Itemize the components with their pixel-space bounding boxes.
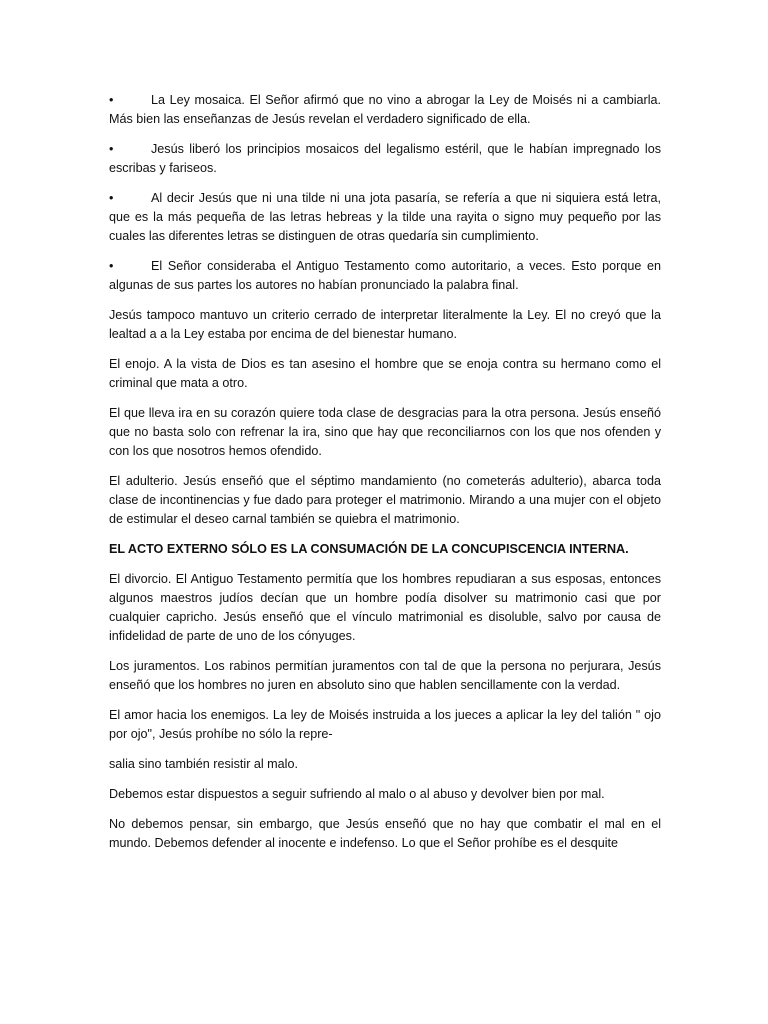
bullet-item — [109, 189, 661, 246]
bullet-item — [109, 140, 661, 178]
paragraph-enemigos: El amor hacia los enemigos. La ley de Moisés instruida a los jueces a aplicar la ley del talión " ojo por ojo", Jesús prohíbe no sólo la repre- — [109, 708, 661, 741]
paragraph-adulterio: El adulterio. Jesús enseñó que el séptimo mandamiento (no cometerás adulterio), abarca toda clase de incontinencias y fue dado para proteger el matrimonio. Mirando a una mujer con el objeto de estimular el deseo carnal también se quiebra el matrimonio. — [109, 474, 661, 526]
paragraph-ley: Jesús tampoco mantuvo un criterio cerrado de interpretar literalmente la Ley. El no creyó que la lealtad a a la Ley estaba por encima de del bienestar humano. — [109, 308, 661, 341]
bullet-symbol: • — [109, 259, 114, 273]
bullet-item — [109, 91, 661, 129]
bullet-text: El Señor consideraba el Antiguo Testamento como autoritario, a veces. Esto porque en algunas de sus partes los autores no habían pronunciado la palabra final. — [109, 259, 661, 292]
bullet-text: La Ley mosaica. El Señor afirmó que no vino a abrogar la Ley de Moisés ni a cambiarla. Más bien las enseñanzas de Jesús revelan el verdadero significado de ella. — [109, 93, 661, 126]
paragraph-bien-por-mal: Debemos estar dispuestos a seguir sufriendo al malo o al abuso y devolver bien por mal. — [109, 787, 605, 801]
paragraph-represalia: salia sino también resistir al malo. — [109, 757, 298, 771]
bullet-text: Jesús liberó los principios mosaicos del legalismo estéril, que le habían impregnado los escribas y fariseos. — [109, 142, 661, 175]
document-body — [109, 91, 661, 864]
paragraph-divorcio: El divorcio. El Antiguo Testamento permitía que los hombres repudiaran a sus esposas, entonces algunos maestros judíos decían que un hombre podía disolver su matrimonio casi que por cualquier capricho. Jesús enseñó que el vínculo matrimonial es disoluble, salvo por causa de infidelidad de parte de uno de los cónyuges. — [109, 572, 661, 643]
paragraph-enojo: El enojo. A la vista de Dios es tan asesino el hombre que se enoja contra su hermano como el criminal que mata a otro. — [109, 357, 661, 390]
bullet-text: Al decir Jesús que ni una tilde ni una jota pasaría, se refería a que ni siquiera está letra, que es la más pequeña de las letras hebreas y la tilde una rayita o signo muy pequeño por las cuales las diferentes letras se distinguen de otras quedaría sin cumplimiento. — [109, 191, 661, 243]
bullet-symbol: • — [109, 142, 114, 156]
bullet-symbol: • — [109, 93, 114, 107]
paragraph-juramentos: Los juramentos. Los rabinos permitían juramentos con tal de que la persona no perjurara, Jesús enseñó que los hombres no juren en absoluto sino que hablen sencillamente con la verdad. — [109, 659, 661, 692]
bullet-symbol: • — [109, 191, 114, 205]
bullet-item — [109, 257, 661, 295]
paragraph-desquite: No debemos pensar, sin embargo, que Jesús enseñó que no hay que combatir el mal en el mundo. Debemos defender al inocente e indefenso. Lo que el Señor prohíbe es el desquite — [109, 817, 661, 850]
paragraph-ira: El que lleva ira en su corazón quiere toda clase de desgracias para la otra persona. Jesús enseñó que no basta solo con refrenar la ira, sino que hay que reconciliarnos con los que nos ofenden y con los que nosotros hemos ofendido. — [109, 406, 661, 458]
section-heading: EL ACTO EXTERNO SÓLO ES LA CONSUMACIÓN DE LA CONCUPISCENCIA INTERNA. — [109, 542, 629, 556]
